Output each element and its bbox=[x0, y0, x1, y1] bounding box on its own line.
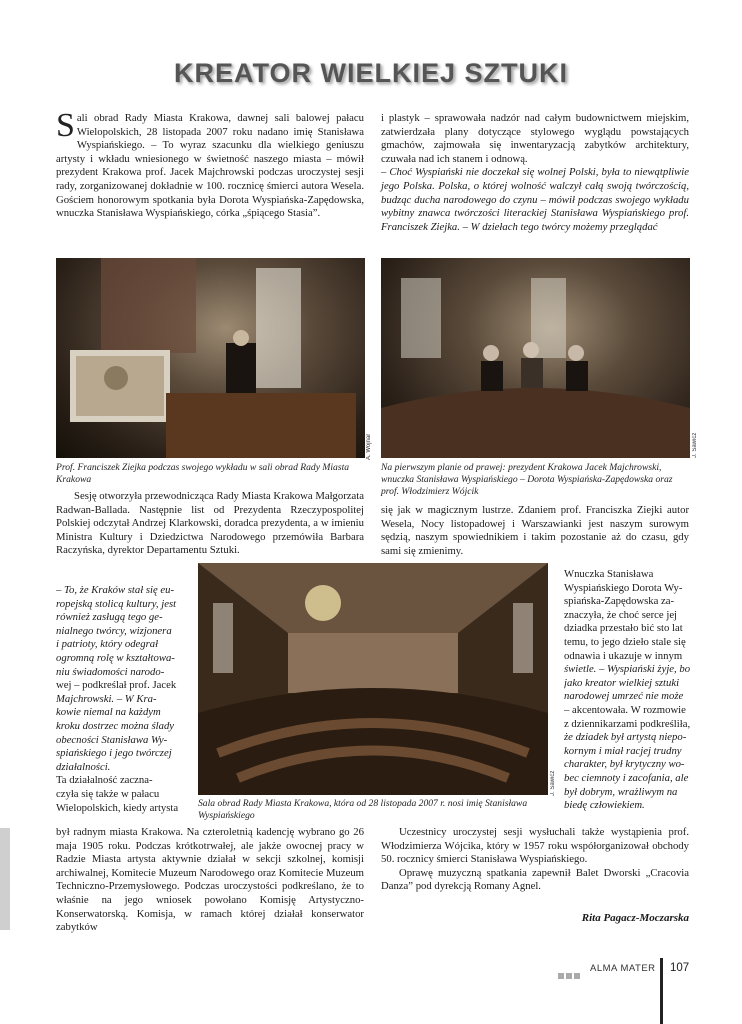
text-line: dziadka przestało bić sto lat bbox=[564, 622, 683, 635]
text-line: kowie niemal na każdym bbox=[56, 706, 161, 719]
footer-label: ALMA MATER bbox=[590, 963, 656, 974]
text-line: – To, że Kraków stał się eu- bbox=[56, 584, 175, 596]
drop-cap: S bbox=[56, 107, 75, 144]
text-line: spiańska-Zapędowska za- bbox=[564, 595, 675, 608]
intro-right-text-1: i plastyk – sprawowała nadzór nad całym budownictwem miejskim, zatwierdzała plany dotyczące stylowego wyglądu powstających gmachów, zajmowała się inwentaryzacją zabytków architektury, czuwała nad ich stanem i odnową. bbox=[381, 112, 689, 165]
left-paragraph-3: był radnym miasta Krakowa. Na czteroletnią kadencję wybrano go 26 maja 1905 roku. Podczas krótkotrwałej, ale jakże owocnej pracy w Radzie Miasta artysta aktywnie działał w sekcji szkolnej, komisji archiwalnej, Komitecie Muzeum Narodowego oraz Komitecie Muzeum Techniczno-Przemysłowego. Podczas uroczystości podkreślano, że to właśnie na jego wniosek powołano Komisję Artystyczno-Konserwatorską. Komisja, w ramach której działał konserwator zabytków bbox=[56, 826, 364, 934]
margin-bar bbox=[0, 828, 10, 930]
text-line: bec ciemnoty i zacofania, ale bbox=[564, 771, 689, 784]
page-number: 107 bbox=[670, 962, 690, 974]
right-paragraph-4: Oprawę muzyczną spatkania zapewnił Balet Dworski „Cracovia Danza” pod dyrekcją Romany Agnel. bbox=[381, 866, 689, 893]
text-line: kroku dostrzec można ślady bbox=[56, 719, 175, 732]
text-line: znaczyła, że choć serce jej bbox=[564, 608, 678, 621]
text-line: działalności. bbox=[56, 760, 111, 773]
photo-council-hall-graphic bbox=[198, 563, 548, 795]
text-line: ropejską stolicą kultury, jest bbox=[56, 597, 177, 610]
text-line: że dziadek był artystą niepo- bbox=[564, 731, 687, 744]
right-column-body bbox=[381, 504, 689, 558]
photo-front-row-caption: Na pierwszym planie od prawej: prezydent Krakowa Jacek Majchrowski, wnuczka Stanisława Wyspiańskiego – Dorota Wyspiańska-Zapędowska oraz prof. Włodzimierz Wójcik bbox=[381, 462, 673, 497]
photo-lecture-credit: A. Wojnar bbox=[366, 433, 372, 460]
left-paragraph-1: Sesję otworzyła przewodnicząca Rady Miasta Krakowa Małgorzata Radwan-Ballada. Następnie list od Prezydenta Rzeczypospolitej Polskiej odczytał Andrzej Klarkowski, doradca prezydenta, a w imieniu Ministra Kultury i Dziedzictwa Narodowego przemówiła Barbara Raczyńska, dyrektor Departamentu Sztuki. bbox=[56, 490, 364, 557]
text-line: – akcentowała. W rozmowie bbox=[564, 703, 686, 716]
text-line: nialnego twórcy, wizjonera bbox=[56, 624, 172, 637]
text-line: był dobrym, wrażliwym na bbox=[564, 785, 678, 798]
text-line: charakter, był krytyczny wo- bbox=[564, 758, 685, 771]
text-line: Wnuczka Stanisława bbox=[564, 568, 654, 580]
text-line: wej – podkreślał prof. Jacek bbox=[56, 679, 177, 692]
left-column-bottom bbox=[56, 826, 364, 935]
text-line: temu, to jego dzieło stale się bbox=[564, 635, 686, 648]
text-line: świetle. – Wyspiański żyje, bo bbox=[564, 663, 690, 676]
text-line: Majchrowski. – W Kra- bbox=[56, 692, 157, 705]
intro-left-column bbox=[56, 107, 364, 221]
text-line: odnawia i ukazuje w innym bbox=[564, 649, 683, 662]
text-line: czyła się także w pałacu bbox=[56, 787, 160, 800]
text-line: Wyspiańskiego Dorota Wy- bbox=[564, 581, 683, 594]
text-line: z dziennikarzami podkreśliła, bbox=[564, 717, 690, 730]
photo-front-row-graphic bbox=[381, 258, 690, 458]
right-paragraph-1: się jak w magicznym lustrze. Zdaniem prof. Franciszka Ziejki autor Wesela, Nocy listopadowej i Warszawianki jest naszym surowym sędzią, naszym spowiednikiem i takim pozostanie aż do czasu, gdy sami się zmienimy. bbox=[381, 504, 689, 557]
photo-lecture-graphic bbox=[56, 258, 365, 458]
text-line: jako kreator wielkiej sztuki bbox=[564, 676, 680, 689]
text-line: również zasługą tego ge- bbox=[56, 611, 163, 624]
text-line: spiańskiego i jego twórczej bbox=[56, 747, 172, 760]
text-line: Wielopolskich, kiedy artysta bbox=[56, 801, 179, 814]
right-wrapped-lines bbox=[564, 568, 690, 813]
text-line: niu świadomości narodo- bbox=[56, 665, 165, 678]
article-author: Rita Pagacz-Moczarska bbox=[581, 912, 689, 924]
right-column-bottom bbox=[381, 826, 689, 894]
text-line: Ta działalność zaczna- bbox=[56, 774, 153, 787]
text-line: biedę człowiekiem. bbox=[564, 799, 645, 812]
intro-right-column bbox=[381, 112, 689, 234]
footer-rule bbox=[660, 958, 663, 1024]
footer-squares bbox=[558, 966, 582, 984]
photo-lecture-caption: Prof. Franciszek Ziejka podczas swojego wykładu w sali obrad Rady Miasta Krakowa bbox=[56, 462, 350, 485]
left-column-body bbox=[56, 490, 364, 558]
text-line: kornym i miał racjej trudny bbox=[564, 744, 682, 757]
text-line: i patrioty, który odegrał bbox=[56, 638, 159, 651]
photo-council-hall-caption: Sala obrad Rady Miasta Krakowa, która od 28 listopada 2007 r. nosi imię Stanisława Wyspiańskiego bbox=[198, 798, 528, 821]
right-paragraph-3: Uczestnicy uroczystej sesji wysłuchali także wystąpienia prof. Włodzimierza Wójcika, który w 1957 roku współorganizował obchody 50. rocznicy śmierci Stanisława Wyspiańskiego. bbox=[381, 826, 689, 866]
text-line: narodowej umrzeć nie może bbox=[564, 690, 684, 703]
photo-front-row-credit: J. Sawicz bbox=[692, 432, 698, 458]
photo-council-hall-credit: J. Sawicz bbox=[550, 770, 556, 796]
intro-left-text: ali obrad Rady Miasta Krakowa, dawnej sali balowej pałacu Wielopolskich, 28 listopada 2007 roku nadano imię Stanisława Wyspiańskiego. – To wyraz szacunku dla wielkiego geniuszu artysty i wkładu wniesionego w świetność naszego miasta – mówił prezydent Krakowa prof. Jacek Majchrowski podczas uroczystej sesji rady, zorganizowanej dokładnie w 100. rocznicę śmierci autora Wesela. Gościem honorowym spotkania była Dorota Wyspiańska-Zapędowska, wnuczka Stanisława Wyspiańskiego, córka „śpiącego Stasia”. bbox=[56, 112, 364, 220]
text-line: obecności Stanisława Wy- bbox=[56, 733, 168, 746]
photo-council-hall bbox=[198, 563, 548, 795]
article-title: KREATOR WIELKIEJ SZTUKI bbox=[173, 58, 568, 88]
text-line: ogromną rolę w kształtowa- bbox=[56, 651, 175, 664]
photo-lecture bbox=[56, 258, 365, 458]
photo-front-row bbox=[381, 258, 690, 458]
left-wrapped-lines bbox=[56, 584, 196, 815]
intro-right-text-2: – Choć Wyspiański nie doczekał się wolnej Polski, była to niewątpliwie jego Polska. Polska, o której wolność walczył całą swoją twórczością, budząc ducha narodowego do czynu – mówił podczas swojego wykładu wybitny znawca twórczości literackiej Stanisława Wyspiańskiego prof. Franciszek Ziejka. – W dziełach tego twórcy możemy przeglądać bbox=[381, 166, 689, 233]
